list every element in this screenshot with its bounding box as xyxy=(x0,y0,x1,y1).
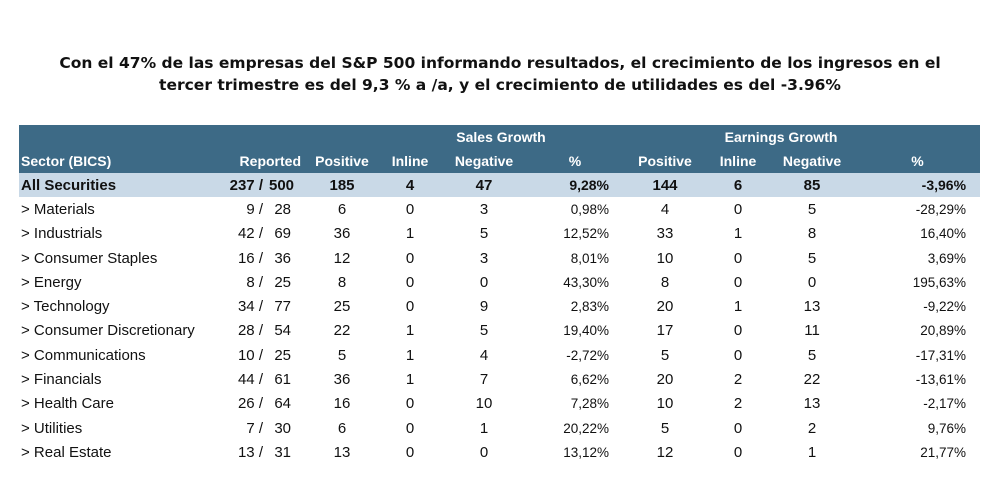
sales-negative-cell: 1 xyxy=(479,419,489,437)
sales-inline-cell: 0 xyxy=(405,249,415,267)
table-row xyxy=(19,294,980,318)
sales-pct-cell: -2,72% xyxy=(566,347,610,363)
total-cell: 69 xyxy=(274,225,291,243)
sales-pct-cell: 0,98% xyxy=(570,201,610,217)
earnings-inline-cell: 0 xyxy=(733,273,743,291)
earnings-pct-cell: -2,17% xyxy=(923,396,967,412)
col-header-reported: Reported xyxy=(199,149,305,173)
reported-cell: 26 / xyxy=(237,395,263,413)
earnings-negative-cell: 2 xyxy=(807,419,817,437)
reported-cell: 34 / xyxy=(237,298,263,316)
sales-pct-cell: 43,30% xyxy=(563,274,610,290)
title-line-2: tercer trimestre es del 9,3 % a /a, y el crecimiento de utilidades es del -3.96% xyxy=(159,76,841,94)
sales-inline-cell: 0 xyxy=(405,298,415,316)
sales-negative-cell: 9 xyxy=(479,298,489,316)
col-header-sales-positive: Positive xyxy=(305,149,379,173)
total-cell: 77 xyxy=(274,298,291,316)
sales-inline-cell: 1 xyxy=(405,346,415,364)
earnings-pct-cell: -17,31% xyxy=(915,347,967,363)
sales-inline-cell: 0 xyxy=(405,443,415,461)
sales-inline-cell: 0 xyxy=(405,273,415,291)
earnings-negative-cell: 11 xyxy=(804,322,820,340)
earnings-inline-cell: 2 xyxy=(733,371,743,389)
earnings-positive-cell: 5 xyxy=(660,346,670,364)
sales-growth-header: Sales Growth xyxy=(379,125,623,149)
sales-negative-cell: 5 xyxy=(479,322,489,340)
earnings-positive-cell: 8 xyxy=(660,273,670,291)
earnings-negative-cell: 13 xyxy=(803,298,821,316)
sales-positive-cell: 13 xyxy=(333,443,351,461)
sales-positive-cell: 185 xyxy=(305,173,379,197)
earnings-negative-cell: 5 xyxy=(807,346,817,364)
total-cell: 25 xyxy=(274,273,291,291)
table-row xyxy=(19,222,980,246)
col-header-earnings-negative: Negative xyxy=(769,149,855,173)
col-header-sales-negative: Negative xyxy=(441,149,527,173)
earnings-negative-cell: 0 xyxy=(807,273,817,291)
sales-inline-cell: 1 xyxy=(405,225,415,243)
earnings-negative-cell: 5 xyxy=(807,200,817,218)
total-cell: 31 xyxy=(274,443,291,461)
sector-cell: > Communications xyxy=(21,346,146,364)
total-cell: 54 xyxy=(274,322,291,340)
earnings-negative-cell: 5 xyxy=(807,249,817,267)
earnings-negative-cell: 85 xyxy=(769,173,855,197)
sector-cell: > Health Care xyxy=(21,395,114,413)
col-header-earnings-positive: Positive xyxy=(623,149,707,173)
sector-cell: > Real Estate xyxy=(21,443,112,461)
col-header-sales-pct: % xyxy=(527,149,623,173)
table-row xyxy=(19,173,980,197)
sales-positive-cell: 36 xyxy=(333,371,351,389)
sales-negative-cell: 3 xyxy=(479,249,489,267)
earnings-growth-header: Earnings Growth xyxy=(707,125,855,149)
earnings-pct-cell: 9,76% xyxy=(927,420,967,436)
earnings-inline-cell: 0 xyxy=(733,322,743,340)
column-header-row xyxy=(19,149,980,173)
reported-cell: 237 / xyxy=(199,173,265,197)
sector-cell: > Financials xyxy=(21,371,102,389)
sales-inline-cell: 0 xyxy=(405,419,415,437)
table-row xyxy=(19,343,980,367)
sales-pct-cell: 2,83% xyxy=(570,299,610,315)
sales-inline-cell: 1 xyxy=(405,322,415,340)
sector-cell: > Materials xyxy=(21,200,95,218)
total-cell: 25 xyxy=(274,346,291,364)
sales-positive-cell: 6 xyxy=(337,200,347,218)
earnings-positive-cell: 12 xyxy=(656,443,674,461)
earnings-negative-cell: 1 xyxy=(807,443,817,461)
earnings-positive-cell: 144 xyxy=(623,173,707,197)
earnings-positive-cell: 17 xyxy=(656,322,674,340)
table-row xyxy=(19,319,980,343)
sales-pct-cell: 6,62% xyxy=(570,372,610,388)
page-title xyxy=(0,52,1000,96)
sales-inline-cell: 1 xyxy=(405,371,415,389)
sales-pct-cell: 9,28% xyxy=(527,173,623,197)
earnings-pct-cell: 195,63% xyxy=(912,274,967,290)
col-header-sector: Sector (BICS) xyxy=(19,149,199,173)
sales-positive-cell: 8 xyxy=(337,273,347,291)
sales-pct-cell: 7,28% xyxy=(570,396,610,412)
earnings-pct-cell: -13,61% xyxy=(915,372,967,388)
sales-negative-cell: 47 xyxy=(441,173,527,197)
earnings-pct-cell: 21,77% xyxy=(920,444,967,460)
earnings-inline-cell: 1 xyxy=(733,298,743,316)
total-cell: 36 xyxy=(274,249,291,267)
earnings-pct-cell: 16,40% xyxy=(920,226,967,242)
reported-cell: 44 / xyxy=(237,371,263,389)
sales-positive-cell: 36 xyxy=(333,225,351,243)
earnings-negative-cell: 13 xyxy=(803,395,821,413)
table-row xyxy=(19,270,980,294)
earnings-positive-cell: 5 xyxy=(660,419,670,437)
sales-negative-cell: 0 xyxy=(479,443,489,461)
sales-positive-cell: 16 xyxy=(333,395,351,413)
earnings-positive-cell: 10 xyxy=(656,395,674,413)
sector-cell: > Consumer Staples xyxy=(21,249,158,267)
table-body xyxy=(19,173,980,465)
total-cell: 30 xyxy=(274,419,291,437)
earnings-pct-cell: 3,69% xyxy=(927,250,967,266)
total-cell: 61 xyxy=(274,371,291,389)
sector-cell: > Consumer Discretionary xyxy=(21,322,195,340)
total-cell: 28 xyxy=(274,200,291,218)
reported-cell: 13 / xyxy=(237,443,263,461)
sales-negative-cell: 0 xyxy=(479,273,489,291)
col-header-earnings-pct: % xyxy=(855,149,980,173)
table-row xyxy=(19,392,980,416)
sales-negative-cell: 4 xyxy=(479,346,489,364)
earnings-inline-cell: 0 xyxy=(733,249,743,267)
earnings-negative-cell: 8 xyxy=(807,225,817,243)
reported-cell: 8 / xyxy=(246,273,263,291)
sector-cell: > Energy xyxy=(21,273,82,291)
earnings-positive-cell: 20 xyxy=(656,371,674,389)
sales-positive-cell: 25 xyxy=(333,298,351,316)
table-row xyxy=(19,367,980,391)
sales-earnings-table xyxy=(19,125,980,465)
earnings-pct-cell: -3,96% xyxy=(855,173,980,197)
title-line-1: Con el 47% de las empresas del S&P 500 informando resultados, el crecimiento de los ingresos en el xyxy=(59,54,941,72)
earnings-inline-cell: 0 xyxy=(733,346,743,364)
sales-inline-cell: 0 xyxy=(405,395,415,413)
sales-inline-cell: 4 xyxy=(379,173,441,197)
earnings-inline-cell: 0 xyxy=(733,419,743,437)
earnings-positive-cell: 4 xyxy=(660,200,670,218)
reported-cell: 10 / xyxy=(237,346,263,364)
table-row xyxy=(19,197,980,221)
sales-inline-cell: 0 xyxy=(405,200,415,218)
reported-cell: 7 / xyxy=(246,419,263,437)
sales-negative-cell: 5 xyxy=(479,225,489,243)
earnings-inline-cell: 0 xyxy=(733,200,743,218)
sector-cell: > Utilities xyxy=(21,419,83,437)
total-cell: 500 xyxy=(265,173,305,197)
sector-cell: All Securities xyxy=(19,173,199,197)
earnings-inline-cell: 2 xyxy=(733,395,743,413)
reported-cell: 42 / xyxy=(237,225,263,243)
reported-cell: 28 / xyxy=(237,322,263,340)
table-row xyxy=(19,440,980,464)
earnings-positive-cell: 33 xyxy=(656,225,674,243)
sales-positive-cell: 5 xyxy=(337,346,347,364)
earnings-positive-cell: 20 xyxy=(656,298,674,316)
earnings-pct-cell: -9,22% xyxy=(923,299,967,315)
earnings-pct-cell: 20,89% xyxy=(920,323,967,339)
earnings-inline-cell: 1 xyxy=(733,225,743,243)
sales-pct-cell: 19,40% xyxy=(563,323,610,339)
sales-positive-cell: 6 xyxy=(337,419,347,437)
earnings-negative-cell: 22 xyxy=(803,371,821,389)
table-row xyxy=(19,416,980,440)
sales-negative-cell: 7 xyxy=(479,371,489,389)
sales-pct-cell: 12,52% xyxy=(563,226,610,242)
col-header-sales-inline: Inline xyxy=(379,149,441,173)
sales-positive-cell: 12 xyxy=(333,249,351,267)
earnings-pct-cell: -28,29% xyxy=(915,201,967,217)
sales-negative-cell: 10 xyxy=(475,395,493,413)
sector-cell: > Technology xyxy=(21,298,110,316)
earnings-inline-cell: 0 xyxy=(733,443,743,461)
table-row xyxy=(19,246,980,270)
reported-cell: 9 / xyxy=(246,200,263,218)
sales-pct-cell: 8,01% xyxy=(570,250,610,266)
sales-pct-cell: 13,12% xyxy=(563,444,610,460)
sales-pct-cell: 20,22% xyxy=(563,420,610,436)
group-header-row xyxy=(19,125,980,149)
earnings-inline-cell: 6 xyxy=(707,173,769,197)
sales-positive-cell: 22 xyxy=(333,322,351,340)
reported-cell: 16 / xyxy=(237,249,263,267)
sector-cell: > Industrials xyxy=(21,225,103,243)
total-cell: 64 xyxy=(274,395,291,413)
earnings-positive-cell: 10 xyxy=(656,249,674,267)
col-header-earnings-inline: Inline xyxy=(707,149,769,173)
sales-negative-cell: 3 xyxy=(479,200,489,218)
